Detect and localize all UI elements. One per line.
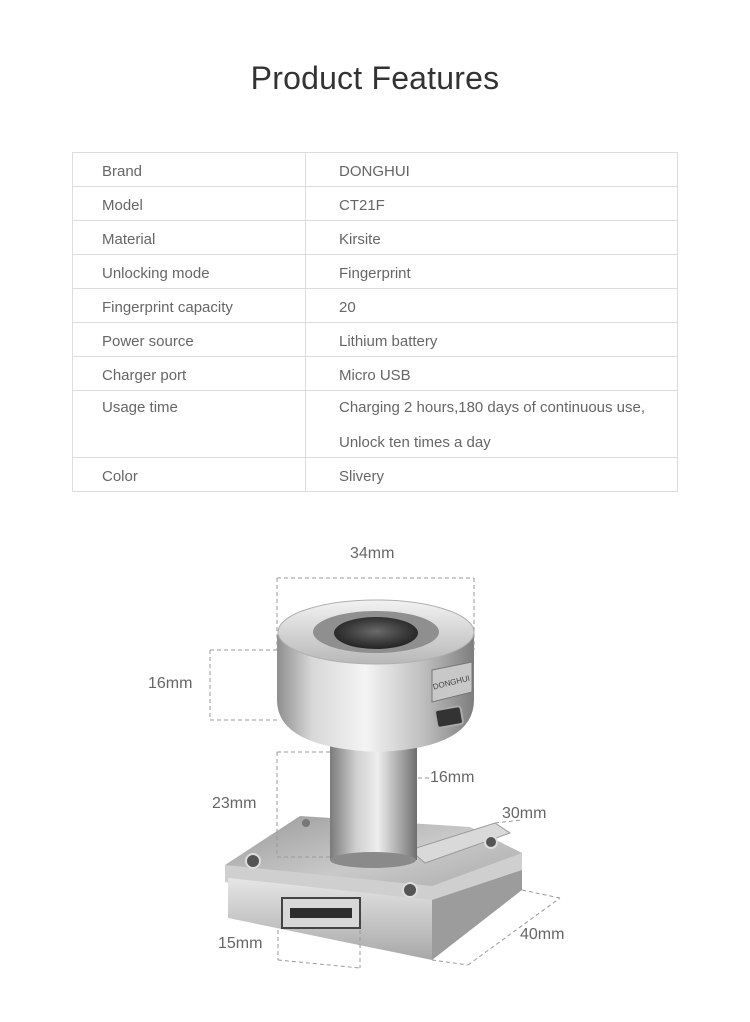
dimension-top-width: 34mm <box>350 545 395 562</box>
spec-value: Lithium battery <box>339 333 438 350</box>
spec-value: Kirsite <box>339 231 381 248</box>
table-row <box>73 357 678 391</box>
product-drawing <box>0 520 750 1017</box>
spec-label: Unlocking mode <box>102 265 210 282</box>
fingerprint-sensor-icon <box>334 617 418 649</box>
spec-label: Brand <box>102 163 143 180</box>
spec-value: Slivery <box>339 468 385 485</box>
spec-table <box>72 152 678 492</box>
dimension-base-length: 40mm <box>520 926 565 943</box>
table-row <box>73 289 678 323</box>
lock-head <box>277 600 474 752</box>
spec-value: Fingerprint <box>339 265 411 282</box>
spec-value: 20 <box>339 299 356 316</box>
shaft <box>330 738 417 868</box>
spec-label: Color <box>102 468 138 485</box>
dimension-port-width: 15mm <box>218 935 263 952</box>
dimension-head-height: 16mm <box>148 675 193 692</box>
dimension-base-depth: 30mm <box>502 805 547 822</box>
table-row <box>73 221 678 255</box>
table-row <box>73 153 678 187</box>
table-row <box>73 391 678 458</box>
spec-value-line2: Unlock ten times a day <box>339 434 491 451</box>
spec-label: Model <box>102 197 143 214</box>
table-row <box>73 255 678 289</box>
spec-label: Charger port <box>102 367 187 384</box>
spec-value: DONGHUI <box>339 163 410 180</box>
spec-value: Micro USB <box>339 367 411 384</box>
dimension-shaft-diameter: 16mm <box>430 769 475 786</box>
brand-logo-text: DONGHUI <box>431 673 471 692</box>
page-title: Product Features <box>250 60 500 96</box>
table-row <box>73 458 678 492</box>
spec-value: Charging 2 hours,180 days of continuous use, <box>339 399 646 416</box>
spec-label: Fingerprint capacity <box>102 299 233 316</box>
spec-value: CT21F <box>339 197 385 214</box>
spec-label: Material <box>102 231 156 248</box>
spec-label: Power source <box>102 333 194 350</box>
table-row <box>73 187 678 221</box>
micro-usb-port-icon <box>435 706 464 728</box>
lock-illustration <box>0 520 750 1017</box>
table-row <box>73 323 678 357</box>
spec-label: Usage time <box>102 399 178 416</box>
dimension-shaft-height: 23mm <box>212 795 257 812</box>
